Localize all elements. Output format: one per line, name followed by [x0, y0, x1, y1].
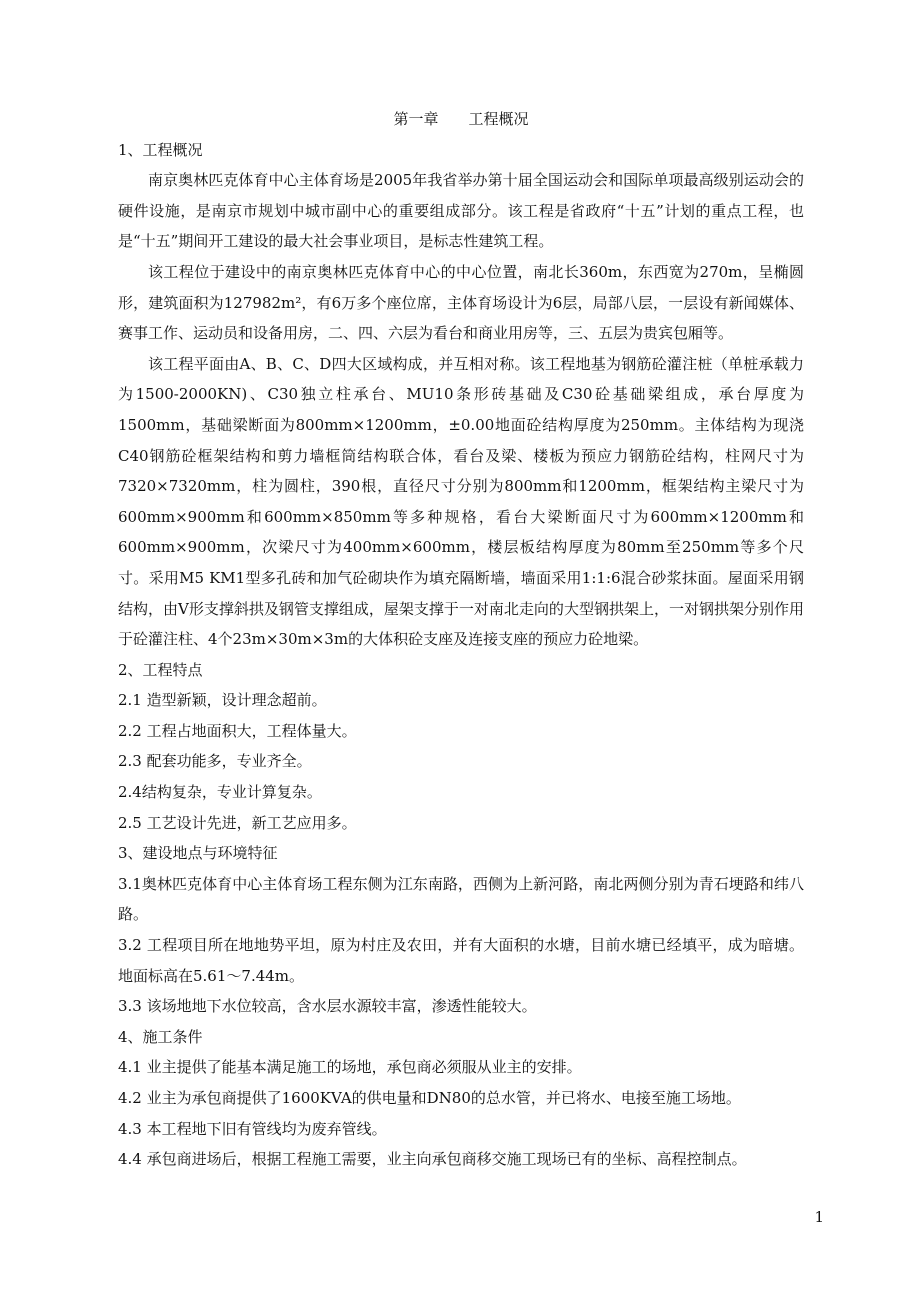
chapter-title: 第一章 工程概况 — [393, 110, 529, 128]
document-body — [118, 104, 804, 1175]
list-item-2-2: 2.2 工程占地面积大，工程体量大。 — [118, 721, 357, 740]
paragraph-1-1: 南京奥林匹克体育中心主体育场是2005年我省举办第十届全国运动会和国际单项最高级别运动会的硬件设施，是南京市规划中城市副中心的重要组成部分。该工程是省政府“十五”计划的重点工程，也是“十五”期间开工建设的最大社会事业项目，是标志性建筑工程。 — [118, 171, 804, 251]
list-item-4-1: 4.1 业主提供了能基本满足施工的场地，承包商必须服从业主的安排。 — [118, 1058, 582, 1077]
list-item-2-3: 2.3 配套功能多，专业齐全。 — [118, 752, 312, 771]
paragraph-1-3: 该工程平面由A、B、C、D四大区域构成，并互相对称。该工程地基为钢筋砼灌注桩（单桩承载力为1500-2000KN)、C30独立柱承台、MU10条形砖基础及C30砼基础梁组成，承台厚度为1500mm，基础梁断面为800mm×1200mm，±0.00地面砼结构厚度为250mm。主体结构为现浇C40钢筋砼框架结构和剪力墙框筒结构联合体，看台及梁、楼板为预应力钢筋砼结构，柱网尺寸为7320×7320mm，柱为圆柱，390根，直径尺寸分别为800mm和1200mm，框架结构主梁尺寸为600mm×900mm和600mm×850mm等多种规格，看台大梁断面尺寸为600mm×1200mm和600mm×900mm，次梁尺寸为400mm×600mm，楼层板结构厚度为80mm至250mm等多个尺寸。采用M5 KM1型多孔砖和加气砼砌块作为填充隔断墙，墙面采用1:1:6混合砂浆抹面。屋面采用钢结构，由V形支撑斜拱及钢管支撑组成，屋架支撑于一对南北走向的大型钢拱架上，一对钢拱架分别作用于砼灌注柱、4个23m×30m×3m的大体积砼支座及连接支座的预应力砼地梁。 — [118, 354, 804, 649]
list-item-2-4: 2.4结构复杂，专业计算复杂。 — [118, 783, 322, 802]
section-heading-3: 3、建设地点与环境特征 — [118, 844, 278, 863]
list-item-2-5: 2.5 工艺设计先进，新工艺应用多。 — [118, 813, 357, 832]
section-heading-2: 2、工程特点 — [118, 660, 203, 679]
list-item-3-3: 3.3 该场地地下水位较高，含水层水源较丰富，渗透性能较大。 — [118, 997, 537, 1016]
list-item-3-2: 3.2 工程项目所在地地势平坦，原为村庄及农田，并有大面积的水塘，目前水塘已经填平，成为暗塘。地面标高在5.61～7.44m。 — [118, 936, 804, 985]
list-item-4-2: 4.2 业主为承包商提供了1600KVA的供电量和DN80的总水管，并已将水、电接至施工场地。 — [118, 1089, 741, 1107]
list-item-4-4: 4.4 承包商进场后，根据工程施工需要，业主向承包商移交施工现场已有的坐标、高程控制点。 — [118, 1150, 747, 1169]
section-heading-4: 4、施工条件 — [118, 1027, 203, 1046]
list-item-2-1: 2.1 造型新颖，设计理念超前。 — [118, 691, 327, 710]
list-item-3-1: 3.1奥林匹克体育中心主体育场工程东侧为江东南路，西侧为上新河路，南北两侧分别为青石埂路和纬八路。 — [118, 874, 804, 924]
page-number: 1 — [814, 1208, 824, 1226]
paragraph-1-2: 该工程位于建设中的南京奥林匹克体育中心的中心位置，南北长360m，东西宽为270m，呈椭圆形，建筑面积为127982m²，有6万多个座位席，主体育场设计为6层，局部八层，一层设有新闻媒体、赛事工作、运动员和设备用房，二、四、六层为看台和商业用房等，三、五层为贵宾包厢等。 — [118, 262, 804, 343]
section-heading-1: 1、工程概况 — [118, 140, 203, 159]
list-item-4-3: 4.3 本工程地下旧有管线均为废弃管线。 — [118, 1119, 387, 1138]
